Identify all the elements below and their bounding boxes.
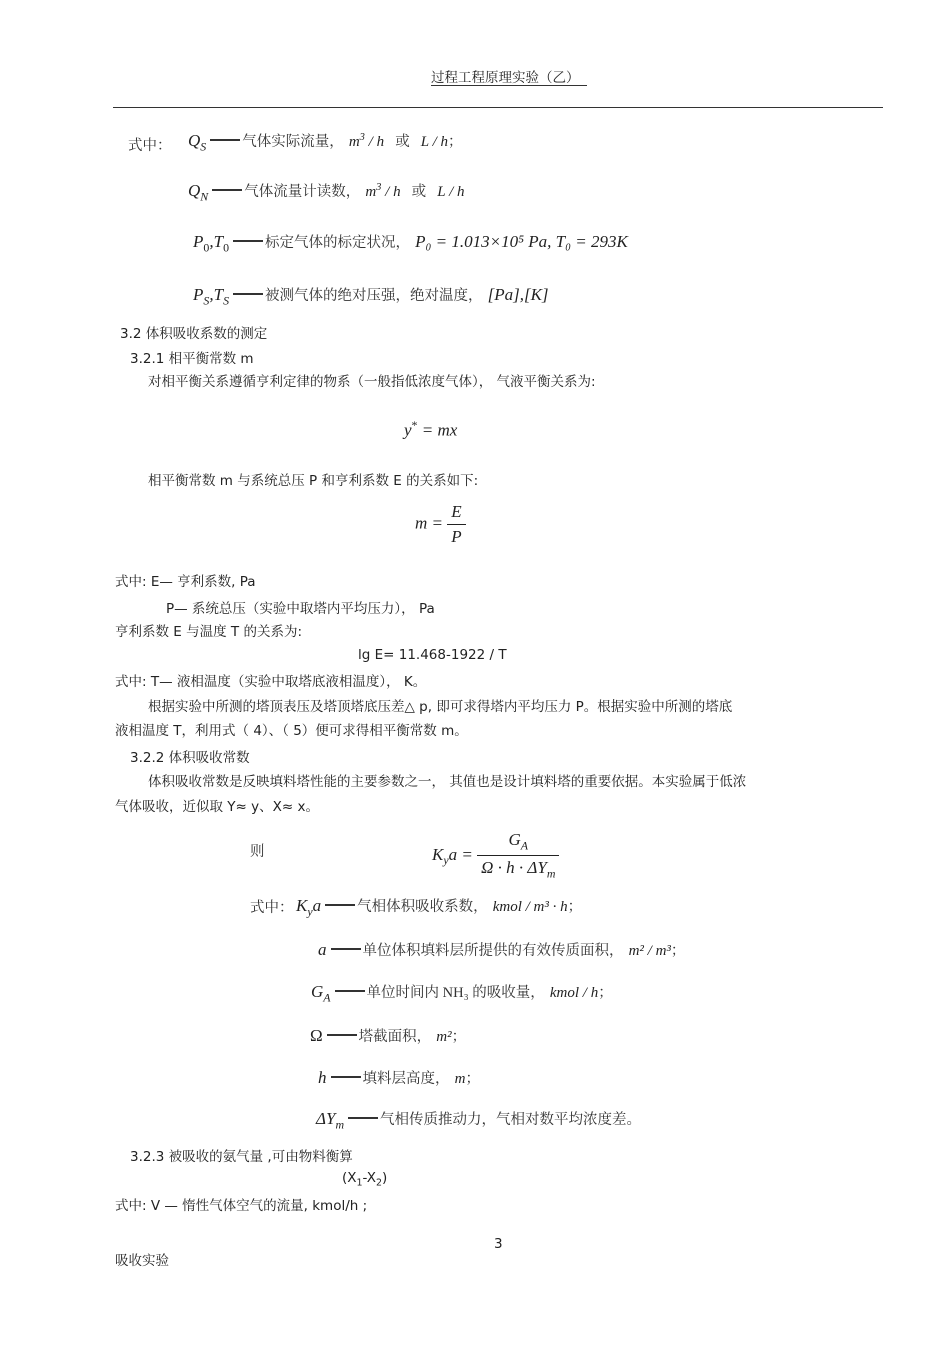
header-rule: [113, 107, 883, 108]
def-e: 式中: E— 亨利系数, Pa: [115, 574, 256, 590]
def-psts: [193, 284, 549, 308]
psts-units: [Pa],[K]: [487, 285, 549, 304]
paragraph-volume-coeff-line2: 气体吸收，近似取 Y≈ y、X≈ x。: [115, 799, 319, 815]
def-end: ；: [598, 985, 613, 1001]
equation-equilibrium: y* = mx: [404, 418, 458, 440]
section-3-2-1-heading: 3.2.1 相平衡常数 m: [130, 351, 254, 367]
def-end: ；: [670, 943, 686, 959]
header-title-underline: [431, 85, 587, 86]
paragraph-procedure-line2: 液相温度 T，利用式（ 4）、（ 5）便可求得相平衡常数 m。: [115, 723, 468, 739]
section-3-2-2-heading: 3.2.2 体积吸收常数: [130, 750, 250, 766]
def-end: ；: [451, 1029, 467, 1045]
defs-label: 式中：: [250, 900, 294, 916]
paragraph-procedure-line1: 根据实验中所测的塔顶表压及塔顶塔底压差△ p, 即可求得塔内平均压力 P。根据实验中所测的塔底: [148, 699, 733, 715]
def-desc: 单位体积填料层所提供的有效传质面积，: [362, 943, 624, 959]
qn-unit1: $m^3$ / h: [365, 182, 401, 200]
def-p: P— 系统总压（实验中取塔内平均压力）， Pa: [166, 601, 435, 617]
dash: [233, 293, 263, 295]
psts-desc: 被测气体的绝对压强，绝对温度，: [265, 288, 483, 304]
def-desc: 填料层高度，: [362, 1071, 450, 1087]
qn-desc: 气体流量计读数，: [244, 184, 361, 200]
p0t0-symbol: $P_0,T_0$: [193, 232, 230, 255]
qs-unit2: L / h: [420, 134, 449, 150]
formula-defs-label: 式中：: [128, 138, 172, 154]
def-symbol: $G_A$: [311, 982, 331, 1005]
qn-or: 或: [411, 184, 427, 200]
footer-left-text: 吸收实验: [115, 1253, 169, 1269]
p0t0-desc: 标定气体的标定状况，: [265, 235, 411, 251]
qn-symbol: $Q_N$: [188, 181, 209, 204]
equation-m-e-p: m = $\frac{E}{P}$: [415, 502, 466, 547]
dash: [331, 948, 361, 950]
dash: [335, 990, 365, 992]
def-unit: kmol / m³ · h: [492, 899, 568, 915]
dash: [348, 1117, 378, 1119]
def-a: [318, 939, 685, 960]
def-t: 式中: T— 液相温度（实验中取塔底液相温度）， K。: [115, 674, 427, 690]
def-symbol: a: [318, 940, 327, 959]
def-end: ；: [567, 899, 583, 915]
def-qs: [188, 130, 463, 154]
equation-fragment-x1-x2: $(X_1-X_2)$: [342, 1170, 388, 1189]
qs-unit1: $m^3$ / h: [348, 132, 385, 150]
def-qn: [188, 180, 465, 204]
qs-desc: 气体实际流量，: [242, 134, 344, 150]
def-desc: 单位时间内 NH₃ 的吸收量，: [366, 985, 545, 1001]
paragraph-henry-law: 对相平衡关系遵循亨利定律的物系（一般指低浓度气体）， 气液平衡关系为:: [148, 374, 596, 390]
page-header-title: 过程工程原理实验（乙）: [431, 70, 580, 86]
section-3-2-heading: 3.2 体积吸收系数的测定: [120, 326, 268, 342]
def-omega: [310, 1025, 466, 1046]
def-symbol: Ω: [310, 1026, 323, 1045]
def-desc: 塔截面积，: [358, 1029, 432, 1045]
paragraph-e-t-relation: 亨利系数 E 与温度 T 的关系为:: [115, 624, 302, 640]
def-unit: m² / m³: [628, 943, 671, 959]
def-symbol: h: [318, 1068, 327, 1087]
def-unit: kmol / h: [549, 985, 599, 1001]
def-delta-ym: [316, 1108, 641, 1132]
dash: [210, 139, 240, 141]
dash: [327, 1034, 357, 1036]
page-number: 3: [494, 1236, 503, 1252]
def-unit: m: [454, 1071, 466, 1087]
paragraph-volume-coeff-line1: 体积吸收常数是反映填料塔性能的主要参数之一， 其值也是设计填料塔的重要依据。本实验属于低浓: [148, 774, 747, 790]
def-symbol: $\Delta Y_m$: [316, 1109, 345, 1132]
def-symbol: $K_ya$: [296, 896, 322, 919]
equation-lg-e: lg E= 11.468-1922 / T: [358, 647, 507, 663]
def-p0t0: [193, 231, 628, 255]
dash: [325, 904, 355, 906]
dash: [233, 240, 263, 242]
psts-symbol: $P_S,T_S$: [193, 285, 230, 308]
qs-symbol: $Q_S$: [188, 131, 207, 154]
section-3-2-3-heading: 3.2.3 被吸收的氨气量 ,可由物料衡算: [130, 1149, 353, 1165]
def-desc: 气相体积吸收系数，: [357, 899, 488, 915]
def-kya: [296, 895, 582, 919]
qn-unit2: L / h: [437, 184, 465, 200]
def-unit: m²: [436, 1029, 452, 1045]
dash: [331, 1076, 361, 1078]
def-ga: [311, 981, 613, 1005]
dash: [212, 189, 242, 191]
def-h: [318, 1067, 480, 1088]
qs-or: 或: [395, 134, 410, 150]
qs-end: ；: [448, 134, 463, 150]
paragraph-m-relation: 相平衡常数 m 与系统总压 P 和亨利系数 E 的关系如下:: [148, 473, 479, 489]
label-ze: 则: [250, 844, 265, 860]
equation-kya: $K_ya$ = $\frac{G_A}{\Omega \cdot h \cdot \Delta Y_m}$: [432, 830, 559, 882]
def-end: ；: [465, 1071, 480, 1087]
p0t0-value: P₀ = 1.013×10⁵ Pa, T₀ = 293K: [415, 232, 628, 251]
def-desc: 气相传质推动力，气相对数平均浓度差。: [380, 1112, 642, 1128]
def-v: 式中: V — 惰性气体空气的流量, kmol/h ;: [115, 1198, 368, 1214]
